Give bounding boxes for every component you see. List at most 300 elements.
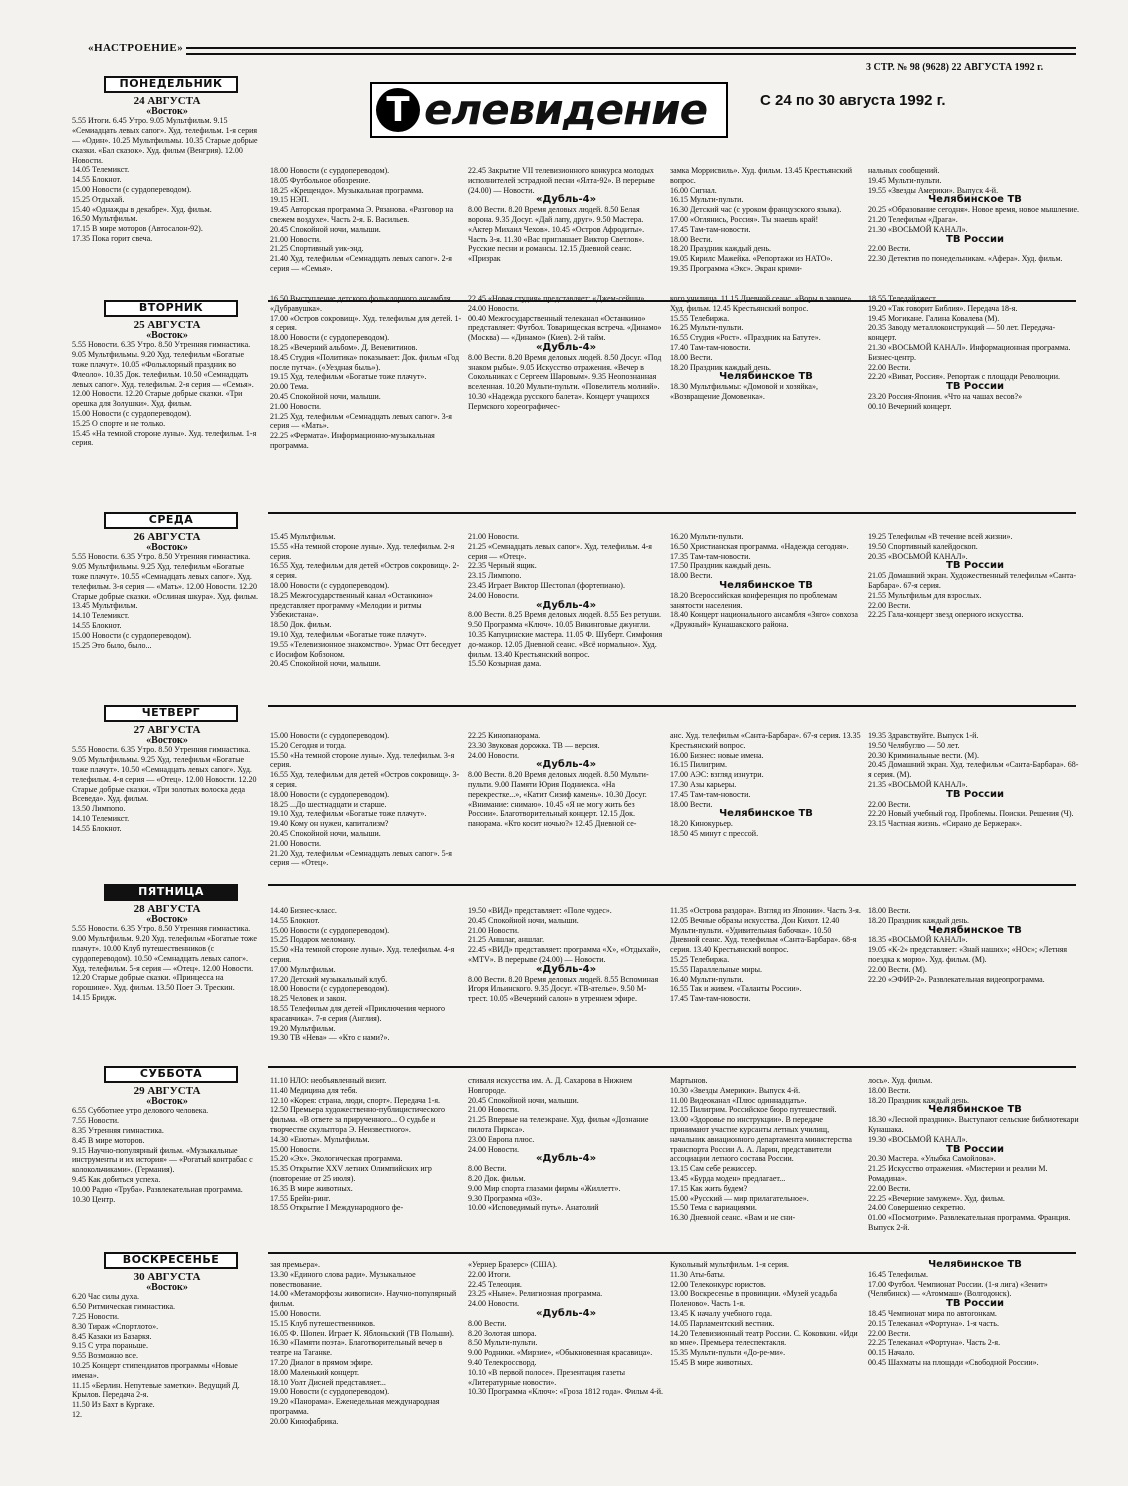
program-entry: 18.20 Праздник каждый день. <box>868 915 969 925</box>
channel-heading: «Дубль-4» <box>535 963 597 975</box>
channel-name: «Восток» <box>146 105 188 117</box>
program-entry: 23.15 Лимпопо. <box>468 571 522 581</box>
day-date: 29 АВГУСТА <box>133 1084 201 1097</box>
program-entry: 15.00 «Русский — мир прилагательное». <box>670 1193 809 1203</box>
program-entry: 14.10 Телемикст. <box>72 611 130 621</box>
program-entry: 20.35 «ВОСЬМОЙ КАНАЛ». <box>868 551 968 561</box>
program-entry: 20.45 Спокойной ночи, малыши. <box>270 224 381 234</box>
program-entry: 8.00 Вести. <box>468 1164 507 1174</box>
program-entry: 8.20 Золотая шпора. <box>468 1328 537 1338</box>
program-entry: 20.15 Телеканал «Фортуна». 1-я часть. <box>868 1318 999 1328</box>
channel-heading: «Дубль-4» <box>535 1307 597 1319</box>
program-entry: 9.30 Программа «03». <box>468 1193 543 1203</box>
program-entry: 16.50 Христианская программа. «Надежда сегодня». <box>670 541 849 551</box>
program-entry: 21.25 Худ. телефильм «Семнадцать левых сапог». 3-я серия — «Мать». <box>270 411 452 431</box>
schedule-column <box>468 532 664 698</box>
program-entry: 17.45 Там-там-новости. <box>670 224 751 234</box>
channel-heading: «Дубль-4» <box>535 599 597 611</box>
program-entry: 8.30 Тираж «Спортлото». <box>72 1321 159 1331</box>
program-entry: 12.50 Премьера художественно-публицистического фильма. «В ответе за прирученного... О судьбе и творчестве скульптора Э. Неизвестного». <box>270 1105 446 1134</box>
vostok-column <box>72 76 262 288</box>
program-entry: 7.55 Новости. <box>72 1116 120 1126</box>
day-date: 30 АВГУСТА <box>133 1270 201 1283</box>
day-label: ВТОРНИК <box>104 300 238 317</box>
program-entry: 16.30 Дневной сеанс. «Вам и не сни- <box>670 1213 796 1223</box>
program-entry: 15.25 О спорте и не только. <box>72 418 166 428</box>
program-entry: 22.35 Черный ящик. <box>468 561 537 571</box>
channel-heading: «Дубль-4» <box>535 341 597 353</box>
program-entry: 21.00 Новости. <box>468 1105 520 1115</box>
program-entry: 22.20 «Виват, Россия». Репортаж с площади Революции. <box>868 372 1060 382</box>
program-entry: 18.55 Теледайджест. <box>868 294 938 303</box>
channel-heading: Челябинское ТВ <box>719 371 813 383</box>
program-entry: 11.40 Медицина для тебя. <box>270 1085 358 1095</box>
program-entry: Кукольный мультфильм. 1-я серия. <box>670 1260 789 1269</box>
program-entry: 22.45 «Новая студия» представляет: «Джем-сейшн». <box>468 294 647 303</box>
program-entry: 18.25 Человек и закон. <box>270 994 347 1004</box>
program-entry: 17.00 «Оглянись, Россия». Ты знаешь край! <box>670 214 819 224</box>
program-entry: 21.35 «ВОСЬМОЙ КАНАЛ». <box>868 779 968 789</box>
program-entry: 14.55 Блокнот. <box>72 823 122 833</box>
program-entry: 16.00 Бизнес: новые имена. <box>670 750 764 760</box>
program-entry: 8.45 В мире моторов. <box>72 1135 145 1145</box>
program-entry: 16.35 В мире животных. <box>270 1183 353 1193</box>
program-entry: 13.30 «Единого слова ради». Музыкальное повествование. <box>270 1269 416 1289</box>
program-entry: 9.00 Родники. «Мирзие», «Обыкновенная красавица». <box>468 1348 653 1358</box>
channel-heading: Челябинское ТВ <box>928 1104 1022 1116</box>
program-entry: 11.50 Из Бахт в Кургаке. <box>72 1400 155 1410</box>
program-entry: 15.00 Новости (с сурдопереводом). <box>72 184 192 194</box>
program-entry: 24.00 Новости. <box>468 590 520 600</box>
program-entry: 17.00 Футбол. Чемпионат России. (1-я лига) «Зенит» (Челябинск) — «Атоммаш» (Волгодонск). <box>868 1279 1048 1299</box>
channel-name: «Восток» <box>146 329 188 341</box>
schedule-column <box>670 532 862 698</box>
schedule-column <box>270 1260 462 1484</box>
program-entry: 16.15 Пилигрим. <box>670 760 727 770</box>
program-entry: 16.30 Детский час (с уроком французского языка). <box>670 205 842 215</box>
program-entry: 11.10 НЛО: необъявленный визит. <box>270 1076 387 1085</box>
program-entry: 8.00 Вести. 8.20 Время деловых людей. 8.55 Вспоминая Игоря Ильинского. 9.35 Досуг. «ТВ-ателье». 9.50 М-трест. 10.05 «Вечерний салон» в утреннем эфире. <box>468 974 659 1004</box>
program-entry: 22.25 Телеканал «Фортуна». Часть 2-я. <box>868 1338 1001 1348</box>
program-entry: 19.05 Кирилс Мажейка. «Репортажи из НАТО». <box>670 254 833 264</box>
program-entry: 16.55 Так и живем. «Таланты России». <box>670 984 802 994</box>
program-entry: 00.40 Межгосударственный телеканал «Останкино» представляет: Футбол. Товарищеская встреча. «Динамо» (Москва) — «Динамо» (Киев). 2-й тайм. <box>468 313 662 343</box>
program-entry: 15.25 Телебиржа. <box>670 954 730 964</box>
program-entry: 23.15 Частная жизнь. «Сирано де Бержерак». <box>868 819 1022 829</box>
program-entry: 24.00 Новости. <box>468 750 520 760</box>
program-entry: 19.15 НЭП. <box>270 195 309 205</box>
program-entry: 11.35 «Острова раздора». Взгляд из Японии». Часть 3-я. 12.05 Вечные образы искусства. Дон Кихот. 12.40 Мульти-пульти. «Удивительная бабочка». 10.50 Дневной сеанс. Худ. телефильм «Санта-Барбара». 68-я серия. 13.40 Крестьянский вопрос. <box>670 906 861 955</box>
channel-name: «Восток» <box>146 1281 188 1293</box>
program-entry: 19.40 Кому он нужен, капитализм? <box>270 819 389 829</box>
program-entry: 9.55 Возможно все. <box>72 1351 138 1361</box>
day-block <box>72 1252 1076 1486</box>
program-entry: 22.20 «ЭФИР-2». Развлекательная видеопрограмма. <box>868 974 1045 984</box>
program-entry: 20.45 Спокойной ночи, малыши. <box>468 1095 579 1105</box>
day-label: ПЯТНИЦА <box>104 884 238 901</box>
program-entry: 18.00 Новости (с сурдопереводом). <box>270 166 390 175</box>
program-entry: 18.00 Новости (с сурдопереводом). <box>270 333 390 343</box>
program-entry: 12. <box>72 1409 82 1419</box>
program-entry: 24.00 Новости. <box>468 1299 520 1309</box>
program-entry: 21.00 Новости. <box>270 401 322 411</box>
program-entry: 18.25 «Вечерний альбом». Д. Веневитинов. <box>270 342 418 352</box>
channel-heading: Челябинское ТВ <box>928 924 1022 936</box>
channel-heading: «Дубль-4» <box>535 194 597 206</box>
day-block <box>72 1066 1079 1250</box>
logo-mark: Т <box>376 88 420 132</box>
program-entry: 17.15 В мире моторов (Автосалон-92). <box>72 224 203 234</box>
program-entry: 20.45 Спокойной ночи, малыши. <box>270 828 381 838</box>
program-entry: 15.25 Подарок меломану. <box>270 935 356 945</box>
schedule-column <box>468 1076 664 1248</box>
program-entry: 19.50 Спортивный калейдоскоп. <box>868 541 978 551</box>
vostok-column <box>72 1066 262 1250</box>
program-entry: 9.45 Как добиться успеха. <box>72 1174 161 1184</box>
program-entry: 13.00 Воскресенье в провинции. «Музей усадьба Поленово». Часть 1-я. <box>670 1289 838 1309</box>
program-entry: 18.00 Вести. <box>868 1085 911 1095</box>
program-entry: 10.30 Центр. <box>72 1194 116 1204</box>
program-entry: 18.30 «Лесной праздник». Выступают сельские библиотекари Кунашака. <box>868 1115 1079 1134</box>
program-entry: 23.25 «Ныне». Религиозная программа. <box>468 1289 603 1299</box>
channel-heading: ТВ России <box>946 560 1004 572</box>
program-entry: Мартынов. <box>670 1076 708 1085</box>
program-entry: 5.55 Новости. 6.35 Утро. 8.50 Утренняя гимнастика. 9.00 Мультфильм. 9.20 Худ. телефильм «Богатые тоже плачут». 10.00 Клуб путешественников (с сурдопереводом). 10.50 «Семнадцать левых сапог». Худ. телефильм. 5-я серия — «Отец». 12.00 Новости. 12.20 Старые добрые сказки. «Принцесса на горошине». Худ. фильм. 13.50 Поет Э. Трескин. <box>72 924 257 993</box>
program-entry: 19.25 Телефильм «В течение всей жизни». <box>868 532 1013 541</box>
program-entry: 18.25 Межгосударственный канал «Останкино» представляет программу «Мелодии и ритмы Узбекистана». <box>270 590 433 620</box>
program-entry: 21.40 Худ. телефильм «Семнадцать левых сапог». 2-я серия — «Семья». <box>270 254 452 273</box>
program-entry: нальных сообщений. <box>868 166 940 175</box>
program-entry: 15.40 «Однажды в декабре». Худ. фильм. <box>72 204 212 214</box>
logo-word: елевидение <box>424 85 708 134</box>
program-entry: 16.55 Студия «Рост». «Праздник на Батуте». <box>670 333 821 343</box>
day-date: 26 АВГУСТА <box>133 530 201 543</box>
program-entry: 17.35 Пока горит свеча. <box>72 233 153 243</box>
program-entry: 18.20 Праздник каждый день. <box>670 244 771 254</box>
program-entry: 18.20 Праздник каждый день. <box>670 362 771 372</box>
program-entry: 01.00 «Посмотрим». Развлекательная программа. Франция. Выпуск 2-й. <box>868 1213 1071 1232</box>
schedule-column <box>670 1076 862 1248</box>
program-entry: 19.20 Мультфильм. <box>270 1023 336 1033</box>
channel-heading: ТВ России <box>946 381 1004 393</box>
schedule-column <box>868 1076 1082 1248</box>
program-entry: 22.25 Гала-концерт звезд оперного искусства. <box>868 610 1024 620</box>
program-entry: 15.55 «На темной стороне луны». Худ. телефильм. 2-я серия. <box>270 541 455 561</box>
program-entry: 19.05 «К-2» представляет: «Знай наших»; «НОс»; «Летняя поездка к морю». Худ. фильм. (М). <box>868 945 1068 964</box>
program-entry: 6.20 Час силы духа. <box>72 1292 140 1302</box>
program-entry: 19.30 ТВ «Нева» — «Кто с нами?». <box>270 1033 390 1043</box>
program-entry: 16.50 Выступление детского фольклорного ансамбля «Дубравушка». <box>270 294 451 313</box>
channel-heading: Челябинское ТВ <box>928 194 1022 206</box>
program-entry: 17.50 Праздник каждый день. <box>670 561 771 571</box>
program-entry: 15.20 Сегодня и тогда. <box>270 740 347 750</box>
program-entry: 15.00 Новости (с сурдопереводом). <box>270 731 390 740</box>
channel-heading: Челябинское ТВ <box>928 1260 1022 1270</box>
program-entry: 21.25 Впервые на телеэкране. Худ. фильм «Дознание пилота Пиркса». <box>468 1115 649 1134</box>
program-entry: 20.45 Спокойной ночи, малыши. <box>270 659 381 669</box>
program-entry: 17.55 Брейн-ринг. <box>270 1193 331 1203</box>
program-entry: 15.00 Новости (с сурдопереводом). <box>72 408 192 418</box>
program-entry: 21.30 «ВОСЬМОЙ КАНАЛ». Информационная программа. Бизнес-центр. <box>868 342 1071 362</box>
program-entry: 13.45 «Бурда моден» предлагает... <box>670 1173 786 1183</box>
program-entry: 19.10 Худ. телефильм «Богатые тоже плачут». <box>270 629 427 639</box>
day-label: ПОНЕДЕЛЬНИК <box>104 76 238 93</box>
program-entry: 20.25 «Образование сегодня». Новое время, новое мышление. <box>868 205 1080 215</box>
schedule-column <box>670 906 862 1060</box>
program-entry: 15.35 Открытие XXV летних Олимпийских игр (повторение от 25 июля). <box>270 1164 432 1183</box>
program-entry: 22.00 Итоги. <box>468 1269 511 1279</box>
program-entry: 12.15 Пилигрим. Российское бюро путешествий. <box>670 1105 837 1115</box>
channel-heading: Челябинское ТВ <box>719 579 813 591</box>
program-entry: 20.00 Кинофабрика. <box>270 1416 339 1426</box>
program-entry: 22.00 Вести. <box>868 1183 911 1193</box>
schedule-column <box>468 1260 664 1484</box>
program-entry: 11.30 Аты-баты. <box>670 1269 725 1279</box>
program-entry: 8.45 Казаки из Базаркя. <box>72 1331 152 1341</box>
program-entry: 14.20 Телевизионный театр России. С. Коковкин. «Иди ко мне». Премьера телеспектакля. <box>670 1328 858 1348</box>
day-label: ВОСКРЕСЕНЬЕ <box>104 1252 238 1269</box>
program-entry: 15.20 «Эх». Экологическая программа. <box>270 1154 403 1164</box>
program-entry: 8.00 Вести. 8.20 Время деловых людей. 8.50 Мульти-пульти. 9.00 Памяти Юрия Подниекса. «На перекрестке...», «Катит Сизиф камень». 10.30 Досуг. «Внимание: снимаю». 10.45 «Я не могу жить без России». Благотворительный концерт. 12.15 Док. панорама. «Кто косит ночью?» 12.45 Дневной се- <box>468 770 649 829</box>
program-entry: 18.00 Вести. <box>868 906 911 915</box>
program-entry: 22.00 Вести. <box>868 362 911 372</box>
program-entry: 12.10 «Корея: страна, люди, спорт». Передача 1-я. <box>270 1095 441 1105</box>
program-entry: 20.35 Заводу металлоконструкций — 50 лет. Передача-концерт. <box>868 323 1056 343</box>
program-entry: 15.45 В мире животных. <box>670 1357 753 1367</box>
program-entry: 18.20 Праздник каждый день. <box>868 1095 969 1105</box>
program-entry: 9.15 С утра пораньше. <box>72 1341 148 1351</box>
program-entry: 18.00 Вести. <box>670 571 713 581</box>
program-entry: 18.00 Вести. <box>670 352 713 362</box>
vostok-column <box>72 884 262 1062</box>
program-entry: 10.00 «Исповедимый путь». Анатолий <box>468 1203 599 1213</box>
program-entry: 15.00 Новости. <box>270 1144 322 1154</box>
program-entry: 14.30 «Еноты». Мультфильм. <box>270 1134 370 1144</box>
channel-heading: «Дубль-4» <box>535 759 597 771</box>
program-entry: 8.00 Вести. 8.20 Время деловых людей. 8.50 Белая ворона. 9.35 Досуг. «Дай лапу, друг». 9.50 Мастера. «Актер Михаил Чехов». 10.45 «Остров Афродиты». Часть 3-я. 11.30 «Вас приглашает Виктор Светлов». Русские песни и романсы. 12.15 Дневной сеанс. «Призрак <box>468 205 645 264</box>
schedule-column <box>270 731 462 878</box>
schedule-column <box>468 166 664 286</box>
program-entry: 18.20 Кинокурьер. <box>670 819 733 829</box>
program-entry: 17.35 Там-там-новости. <box>670 551 751 561</box>
schedule-column <box>270 166 462 286</box>
day-block <box>72 512 1076 700</box>
program-entry: 9.00 Мир спорта глазами фирмы «Жиллетт». <box>468 1183 621 1193</box>
program-entry: 17.45 Там-там-новости. <box>670 789 751 799</box>
program-entry: 17.40 Там-там-новости. <box>670 342 751 352</box>
program-entry: 20.30 Криминальные вести. (М). <box>868 750 979 760</box>
program-entry: 16.00 Сигнал. <box>670 185 717 195</box>
program-entry: 19.50 Челябуглю — 50 лет. <box>868 740 960 750</box>
program-entry: 23.20 Россия-Япония. «Что на чашах весов?» <box>868 391 1023 401</box>
program-entry: стиваля искусства им. А. Д. Сахарова в Нижнем Новгороде. <box>468 1076 633 1095</box>
channel-name: «Восток» <box>146 913 188 925</box>
program-entry: 21.25 Искусство отражения. «Мистерии и реалии М. Ромадина». <box>868 1164 1048 1183</box>
channel-name: «Восток» <box>146 541 188 553</box>
program-entry: 11.00 Видеоканал «Плюс одиннадцать». <box>670 1095 807 1105</box>
program-entry: 19.20 «Панорама». Еженедельная международная программа. <box>270 1397 440 1416</box>
day-date: 24 АВГУСТА <box>133 94 201 107</box>
program-entry: 16.05 Ф. Шопен. Играет К. Яблоньский (ТВ Польши). <box>270 1328 454 1338</box>
program-entry: 16.50 Мультфильм. <box>72 214 138 224</box>
program-entry: 18.00 Новости (с сурдопереводом). <box>270 580 390 590</box>
program-entry: 13.50 Лимпопо. <box>72 804 126 814</box>
program-entry: 17.15 Как жить будем? <box>670 1183 748 1193</box>
program-entry: 20.45 Домашний экран. Худ. телефильм «Санта-Барбара». 68-я серия. (М). <box>868 760 1079 780</box>
program-entry: 15.50 Тема с вариациями. <box>670 1203 757 1213</box>
program-entry: 22.00 Вести. <box>868 799 911 809</box>
program-entry: 14.15 Бридж. <box>72 992 117 1002</box>
program-entry: 22.00 Вести. <box>868 600 911 610</box>
program-entry: 22.25 «Вечерние замужем». Худ. фильм. <box>868 1193 1005 1203</box>
day-label: СУББОТА <box>104 1066 238 1083</box>
channel-heading: ТВ России <box>946 233 1004 245</box>
program-entry: 10.10 «В первой полосе». Презентация газеты «Литературные новости». <box>468 1367 625 1387</box>
program-entry: 15.25 Это было, было... <box>72 640 152 650</box>
program-entry: 15.55 Параллельные миры. <box>670 964 763 974</box>
program-entry: 15.00 Новости (с сурдопереводом). <box>270 925 390 935</box>
program-entry: 21.00 Новости. <box>270 234 322 244</box>
program-entry: 5.55 Новости. 6.35 Утро. 8.50 Утренняя гимнастика. 9.05 Мультфильмы. 9.20 Худ. телефильм «Богатые тоже плачут». 10.05 «Фольклорный праздник во Флеоло». 10.35 Док. телефильм. 10.50 «Семнадцать левых сапог». Худ. телефильм. 2-я серия — «Семья». 12.00 Новости. 12.20 Старые добрые сказки. «Три орешка для Золушки». Худ. фильм. <box>72 340 254 409</box>
schedule-column <box>670 166 862 286</box>
program-entry: 00.45 Шахматы на площади «Свободной России». <box>868 1357 1039 1367</box>
program-entry: 18.50 45 минут с прессой. <box>670 828 759 838</box>
program-entry: 18.55 Открытие I Международного фе- <box>270 1203 404 1213</box>
program-entry: 15.15 Клуб путешественников. <box>270 1318 375 1328</box>
program-entry: 19.10 Худ. телефильм «Богатые тоже плачут». <box>270 809 427 819</box>
program-entry: 20.45 Спокойной ночи, малыши. <box>468 915 579 925</box>
program-entry: 21.25 «Семнадцать левых сапог». Худ. телефильм. 4-я серия — «Отец». <box>468 541 652 561</box>
program-entry: лось». Худ. фильм. <box>868 1076 933 1085</box>
schedule-column <box>270 294 462 508</box>
schedule-column <box>468 294 664 508</box>
program-entry: 24.00 Новости. <box>468 303 520 313</box>
section-title: «НАСТРОЕНИЕ» <box>88 42 184 54</box>
program-entry: 10.00 Радио «Труба». Развлекательная программа. <box>72 1184 243 1194</box>
program-entry: 00.10 Вечерний концерт. <box>868 401 952 411</box>
program-entry: 18.00 Вести. <box>670 234 713 244</box>
vostok-column <box>72 1252 262 1486</box>
program-entry: 15.25 Отдыхай. <box>72 194 125 204</box>
schedule-column <box>270 1076 462 1248</box>
program-entry: 6.55 Субботнее утро делового человека. <box>72 1106 209 1116</box>
program-entry: 13.00 «Здоровье по инструкции». В передаче принимают участие курсанты летных училищ, начальник авиационного департамента министерства транспорта России А. А. Ларин, представители ассоциации летного состава России. <box>670 1115 852 1164</box>
program-entry: 19.50 «ВИД» представляет: «Поле чудес». <box>468 906 612 915</box>
program-entry: «Уернер Бразерс» (США). <box>468 1260 558 1269</box>
schedule-column <box>868 294 1082 508</box>
program-entry: 16.30 «Памяти поэта». Благотворительный вечер в театре на Таганке. <box>270 1338 443 1358</box>
program-entry: 8.00 Вести. 8.25 Время деловых людей. 8.55 Без ретуши. 9.50 Программа «Ключ». 10.05 Викинговые джунгли. 10.35 Капуцинские мастера. 11.05 Ф. Шуберт. Симфония до-мажор. 12.05 Дневной сеанс. «Всё нормально». Худ. фильм. 13.40 Крестьянский вопрос. <box>468 610 663 659</box>
program-entry: 14.40 Бизнес-класс. <box>270 906 337 915</box>
program-entry: 14.55 Блокнот. <box>270 915 320 925</box>
program-entry: 16.55 Худ. телефильм для детей «Остров сокровищ». 3-я серия. <box>270 770 460 789</box>
program-entry: 19.45 Могикане. Галина Ковалева (М). <box>868 313 1000 323</box>
day-label: ЧЕТВЕРГ <box>104 705 238 722</box>
program-entry: 19.00 Новости (с сурдопереводом). <box>270 1387 390 1397</box>
program-entry: 18.45 Чемпионат мира по автогонкам. <box>868 1308 997 1318</box>
program-entry: 24.00 Совершенно секретно. <box>868 1203 966 1213</box>
channel-heading: ТВ России <box>946 1298 1004 1310</box>
program-entry: 22.30 Детектив по понедельникам. «Афера». Худ. фильм. <box>868 254 1063 264</box>
channel-name: «Восток» <box>146 734 188 746</box>
program-entry: 18.25 ...До шестнадцати и старше. <box>270 799 387 809</box>
day-date: 28 АВГУСТА <box>133 902 201 915</box>
program-entry: 17.20 Детский музыкальный клуб. <box>270 974 388 984</box>
program-entry: 14.05 Телемикст. <box>72 165 130 175</box>
program-entry: 22.25 Кинопанорама. <box>468 731 541 740</box>
program-entry: 10.30 Программа «Ключ»: «Гроза 1812 года». Фильм 4-й. <box>468 1387 664 1397</box>
program-entry: 18.20 Всероссийская конференция по проблемам занятости населения. <box>670 590 838 610</box>
program-entry: 23.00 Европа плюс. <box>468 1134 535 1144</box>
vostok-column <box>72 512 262 700</box>
program-entry: 19.45 Авторская программа Э. Рязанова. «Разговор на свежем воздухе». Часть 2-я. Б. Васильев. <box>270 205 454 224</box>
program-entry: 22.00 Вести. <box>868 1328 911 1338</box>
schedule-column <box>868 532 1082 698</box>
program-entry: 21.00 Новости. <box>270 838 322 848</box>
program-entry: 20.45 Спокойной ночи, малыши. <box>270 391 381 401</box>
program-entry: 17.20 Диалог в прямом эфире. <box>270 1357 373 1367</box>
program-entry: 19.55 «Телевизионное знакомство». Урмас Отт беседует с Иосифом Кобзоном. <box>270 639 462 659</box>
program-entry: 17.00 АЭС: взгляд изнутри. <box>670 770 764 780</box>
program-entry: 18.00 Маленький концерт. <box>270 1367 360 1377</box>
day-block <box>72 76 1080 288</box>
program-entry: 18.10 Уолт Дисней представляет... <box>270 1377 386 1387</box>
program-entry: 18.30 Мультфильмы: «Домовой и хозяйка», «Возвращение Домовенка». <box>670 382 818 401</box>
program-entry: 19.30 «ВОСЬМОЙ КАНАЛ». <box>868 1134 968 1144</box>
program-entry: 15.45 «На темной стороне луны». Худ. телефильм. 1-я серия. <box>72 428 257 448</box>
schedule-column <box>868 166 1082 286</box>
program-entry: 8.00 Вести. 8.20 Время деловых людей. 8.50 Досуг. «Под знаком рыбы». 9.05 Искусство отражения. «Вечер в Сокольниках с Сергеем Шаровым». 9.35 Неопознанная вселенная. 10.20 Мульти-пульти. «Повелитель молний». 10.30 «Надежда русского балета». Концерт учащихся Пермского хореографичес- <box>468 352 662 411</box>
schedule-column <box>868 1260 1082 1484</box>
program-entry: 8.20 Док. фильм. <box>468 1173 526 1183</box>
program-entry: 17.00 «Остров сокровищ». Худ. телефильм для детей. 1-я серия. <box>270 313 462 333</box>
program-entry: 18.00 Новости (с сурдопереводом). <box>270 789 390 799</box>
program-entry: 18.00 Новости (с сурдопереводом). <box>270 984 390 994</box>
program-entry: 19.20 «Так говорит Библия». Передача 18-я. <box>868 303 1018 313</box>
program-entry: 18.25 «Крещендо». Музыкальная программа. <box>270 185 424 195</box>
program-entry: 16.55 Худ. телефильм для детей «Остров сокровищ». 2-я серия. <box>270 561 460 581</box>
program-entry: 13.15 Сам себе режиссер. <box>670 1164 757 1174</box>
channel-heading: «Дубль-4» <box>535 1153 597 1165</box>
program-entry: 17.45 Там-там-новости. <box>670 994 751 1004</box>
schedule-column <box>270 906 462 1060</box>
program-entry: 14.55 Блокнот. <box>72 620 122 630</box>
program-entry: 15.50 Козырная дама. <box>468 659 542 669</box>
schedule-column <box>670 731 862 878</box>
day-date: 25 АВГУСТА <box>133 318 201 331</box>
program-entry: 22.45 Закрытие VII телевизионного конкурса молодых исполнителей эстрадной песни «Ялта-92». В перерыве (24.00) — Новости. <box>468 166 655 195</box>
program-entry: 21.00 Новости. <box>468 532 520 541</box>
program-entry: зая премьера». <box>270 1260 321 1269</box>
program-entry: 21.25 Аншлаг, аншлаг. <box>468 935 545 945</box>
schedule-column <box>270 532 462 698</box>
program-entry: 15.35 Мульти-пульти «До-ре-ми». <box>670 1348 786 1358</box>
program-entry: 10.30 «Звезды Америки». Выпуск 4-й. <box>670 1085 801 1095</box>
program-entry: 14.05 Парламентский вестник. <box>670 1318 775 1328</box>
program-entry: 9.15 Научно-популярный фильм. «Музыкальные инструменты и их история» — «Рогатый контрабас с колокольчиками». (Германия). <box>72 1145 253 1175</box>
program-entry: 12.00 Телеконкурс юристов. <box>670 1279 766 1289</box>
program-entry: 19.55 «Звезды Америки». Выпуск 4-й. <box>868 185 999 195</box>
day-label: СРЕДА <box>104 512 238 529</box>
program-entry: 5.55 Итоги. 6.45 Утро. 9.05 Мультфильм. 9.15 «Семиадцать левых сапог». Худ. телефильм. 1-я серия — «Один». 10.25 Мультфильмы. 10.35 Старые добрые сказки. «Бал сказок». Худ. фильм (Венгрия). 12.00 Новости. <box>72 116 258 165</box>
program-entry: 21.05 Домашний экран. Художественный телефильм «Санта-Барбара». 67-я серия. <box>868 571 1077 590</box>
day-block <box>72 705 1079 880</box>
program-entry: 00.15 Начало. <box>868 1348 915 1358</box>
program-entry: 23.30 Звуковая дорожка. ТВ — версия. <box>468 740 600 750</box>
program-entry: 15.50 «На темной стороне луны». Худ. телефильм. 4-я серия. <box>270 945 455 964</box>
program-entry: анс. Худ. телефильм «Санта-Барбара». 67-я серия. 13.35 Крестьянский вопрос. <box>670 731 861 750</box>
program-entry: 19.45 Мульти-пульти. <box>868 175 942 185</box>
